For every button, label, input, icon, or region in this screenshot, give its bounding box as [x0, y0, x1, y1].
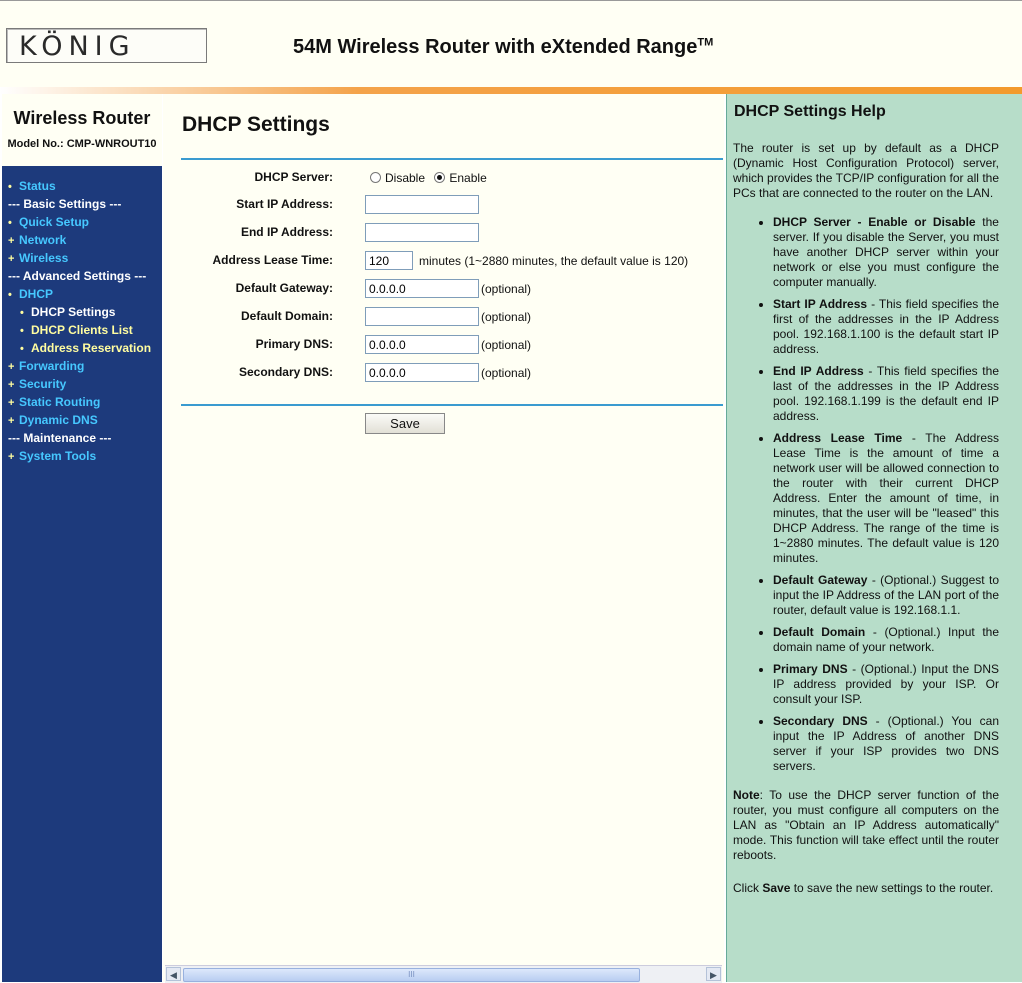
- logo-text: KÖNIG: [19, 31, 136, 62]
- help-click-post: to save the new settings to the router.: [790, 881, 994, 895]
- plus-icon: +: [8, 451, 15, 463]
- help-note-text: : To use the DHCP server function of the router, you must configure all computers on the LAN as "Obtain an IP Address automatically" mode. This function will take effect until the router reboots.: [733, 788, 999, 862]
- header: [0, 0, 1022, 87]
- help-term: Default Domain: [773, 625, 866, 639]
- plus-icon: +: [8, 415, 15, 427]
- end-ip-label: End IP Address:: [240, 225, 333, 239]
- sidebar-item-network[interactable]: [2, 231, 162, 249]
- trademark: TM: [697, 36, 714, 49]
- help-text: the server. If you disable the Server, you must have another DHCP server within your network or else you must configure the computer manually.: [773, 215, 999, 289]
- sidebar-item-basic-settings: [2, 195, 162, 213]
- enable-radio[interactable]: [434, 171, 486, 185]
- domain-optional: (optional): [481, 310, 532, 324]
- help-term: End IP Address: [773, 364, 864, 378]
- plus-icon: •: [8, 289, 12, 301]
- sidebar-item-status[interactable]: [2, 177, 162, 195]
- help-term: Default Gateway: [773, 573, 868, 587]
- bottom-divider: [181, 404, 723, 406]
- dhcp-server-label: DHCP Server:: [254, 170, 333, 184]
- sidebar-item-label: --- Maintenance ---: [8, 431, 112, 445]
- help-term: Start IP Address: [773, 297, 868, 311]
- help-note-term: Note: [733, 788, 760, 802]
- help-list-item: [773, 662, 999, 707]
- help-body: [733, 141, 999, 896]
- sidebar-item-dhcp[interactable]: [2, 285, 162, 303]
- logo: [6, 28, 207, 63]
- help-term: DHCP Server - Enable or Disable: [773, 215, 976, 229]
- help-list-item: [773, 364, 999, 424]
- dhcp-server-radios: [370, 171, 487, 185]
- model-number: Model No.: CMP-WNROUT10: [7, 138, 157, 150]
- secondary-dns-label: Secondary DNS:: [238, 365, 333, 379]
- primary-dns-optional: (optional): [481, 338, 532, 352]
- start-ip-input[interactable]: [365, 195, 479, 214]
- sidebar-item-advanced-settings: [2, 267, 162, 285]
- disable-radio[interactable]: [370, 171, 425, 185]
- sidebar-item-label: Wireless: [19, 251, 69, 265]
- lease-time-input[interactable]: [365, 251, 413, 270]
- sidebar-menu: [2, 177, 162, 465]
- help-list-item: [773, 625, 999, 655]
- top-divider: [181, 158, 723, 160]
- help-title: DHCP Settings Help: [734, 103, 886, 120]
- bullet-icon: •: [20, 325, 24, 337]
- bullet-icon: •: [20, 343, 24, 355]
- sidebar-item-dynamic-dns[interactable]: [2, 411, 162, 429]
- sidebar-item-label: Status: [19, 179, 56, 193]
- sidebar-item-static-routing[interactable]: [2, 393, 162, 411]
- domain-input[interactable]: [365, 307, 479, 326]
- help-click-pre: Click: [733, 881, 763, 895]
- help-list-item: [773, 297, 999, 357]
- sidebar-item-label: DHCP: [19, 287, 54, 301]
- bullet-icon: •: [20, 307, 24, 319]
- help-text: - (Optional.) You can input the IP Address of another DNS server if your ISP provides two DNS servers.: [773, 714, 1000, 773]
- page-header-title: [293, 36, 713, 59]
- plus-icon: •: [8, 217, 12, 229]
- disable-label: Disable: [385, 171, 426, 185]
- sidebar-item-address-reservation[interactable]: [2, 339, 162, 357]
- help-list-item: [773, 714, 999, 774]
- header-divider: [0, 87, 1022, 94]
- sidebar-item-label: Quick Setup: [19, 215, 90, 229]
- plus-icon: +: [8, 235, 15, 247]
- sidebar-item-system-tools[interactable]: [2, 447, 162, 465]
- sidebar-item-dhcp-clients-list[interactable]: [2, 321, 162, 339]
- sidebar-item-label: Security: [19, 377, 67, 391]
- help-text: - The Address Lease Time is the amount of time a network user will be allowed connection to the router with their current DHCP Address. Enter the amount of time, in minutes, that the user will be "leased" this DHCP Address. The range of the time is 1~2880 minutes. The default value is 120 minutes.: [773, 431, 999, 565]
- plus-icon: +: [8, 397, 15, 409]
- primary-dns-label: Primary DNS:: [255, 337, 333, 351]
- sidebar-item-label: DHCP Clients List: [31, 323, 133, 337]
- gateway-input[interactable]: [365, 279, 479, 298]
- scroll-right-icon[interactable]: ▶: [706, 967, 721, 981]
- help-text: - (Optional.) Input the DNS IP address provided by your ISP. Or consult your ISP.: [773, 662, 999, 706]
- primary-dns-input[interactable]: [365, 335, 479, 354]
- domain-label: Default Domain:: [240, 309, 333, 323]
- lease-time-label: Address Lease Time:: [212, 253, 333, 267]
- sidebar-header: [2, 94, 162, 166]
- sidebar-item-forwarding[interactable]: [2, 357, 162, 375]
- enable-label: Enable: [449, 171, 487, 185]
- sidebar-item-label: Dynamic DNS: [19, 413, 98, 427]
- sidebar-item-label: --- Basic Settings ---: [8, 197, 122, 211]
- plus-icon: +: [8, 361, 15, 373]
- help-panel: [726, 94, 1022, 982]
- sidebar-item-label: Forwarding: [19, 359, 85, 373]
- sidebar-item-label: --- Advanced Settings ---: [8, 269, 147, 283]
- end-ip-input[interactable]: [365, 223, 479, 242]
- help-click-term: Save: [762, 881, 791, 895]
- help-term: Address Lease Time: [773, 431, 903, 445]
- help-term: Secondary DNS: [773, 714, 868, 728]
- help-text: - (Optional.) Input the domain name of your network.: [773, 625, 999, 654]
- help-text: - This field specifies the last of the addresses in the IP Address pool. 192.168.1.199 is the default end IP address.: [773, 364, 999, 423]
- sidebar-item-label: Address Reservation: [31, 341, 152, 355]
- help-list-item: [773, 573, 999, 618]
- sidebar-item-wireless[interactable]: [2, 249, 162, 267]
- horizontal-scrollbar[interactable]: [165, 965, 722, 983]
- header-title-text: 54M Wireless Router with eXtended Range: [293, 36, 698, 58]
- sidebar-item-maintenance: [2, 429, 162, 447]
- sidebar-item-label: System Tools: [19, 449, 97, 463]
- help-list: [733, 215, 999, 774]
- page-title: DHCP Settings: [182, 113, 330, 136]
- lease-time-note: minutes (1~2880 minutes, the default value is 120): [419, 254, 689, 268]
- secondary-dns-input[interactable]: [365, 363, 479, 382]
- main-content: [163, 94, 724, 982]
- gateway-optional: (optional): [481, 282, 532, 296]
- radio-disable-icon[interactable]: [370, 172, 381, 183]
- sidebar-item-quick-setup[interactable]: [2, 213, 162, 231]
- help-list-item: [773, 215, 999, 290]
- sidebar-item-label: Static Routing: [19, 395, 101, 409]
- sidebar-item-label: DHCP Settings: [31, 305, 116, 319]
- start-ip-label: Start IP Address:: [236, 197, 333, 211]
- sidebar-item-security[interactable]: [2, 375, 162, 393]
- help-text: - (Optional.) Suggest to input the IP Address of the LAN port of the router, default value is 192.168.1.1.: [773, 573, 1000, 617]
- help-text: - This field specifies the first of the addresses in the IP Address pool. 192.168.1.100 is the default start IP address.: [773, 297, 1000, 356]
- secondary-dns-optional: (optional): [481, 366, 532, 380]
- help-click: [733, 881, 999, 896]
- sidebar-item-dhcp-settings[interactable]: [2, 303, 162, 321]
- help-intro: The router is set up by default as a DHCP (Dynamic Host Configuration Protocol) server, which provides the TCP/IP configuration for all the PCs that are connected to the router on the LAN.: [733, 141, 999, 200]
- bullet-icon: •: [8, 181, 12, 193]
- plus-icon: +: [8, 379, 15, 391]
- scroll-left-icon[interactable]: ◀: [166, 967, 181, 981]
- sidebar: [2, 94, 162, 982]
- gateway-label: Default Gateway:: [235, 281, 333, 295]
- radio-enable-icon[interactable]: [434, 172, 445, 183]
- plus-icon: +: [8, 253, 15, 265]
- scrollbar-thumb[interactable]: III: [183, 968, 640, 982]
- save-button[interactable]: Save: [365, 413, 445, 434]
- help-term: Primary DNS: [773, 662, 848, 676]
- product-name: Wireless Router: [13, 108, 151, 128]
- sidebar-item-label: Network: [19, 233, 67, 247]
- help-note: [733, 788, 999, 863]
- help-list-item: [773, 431, 999, 566]
